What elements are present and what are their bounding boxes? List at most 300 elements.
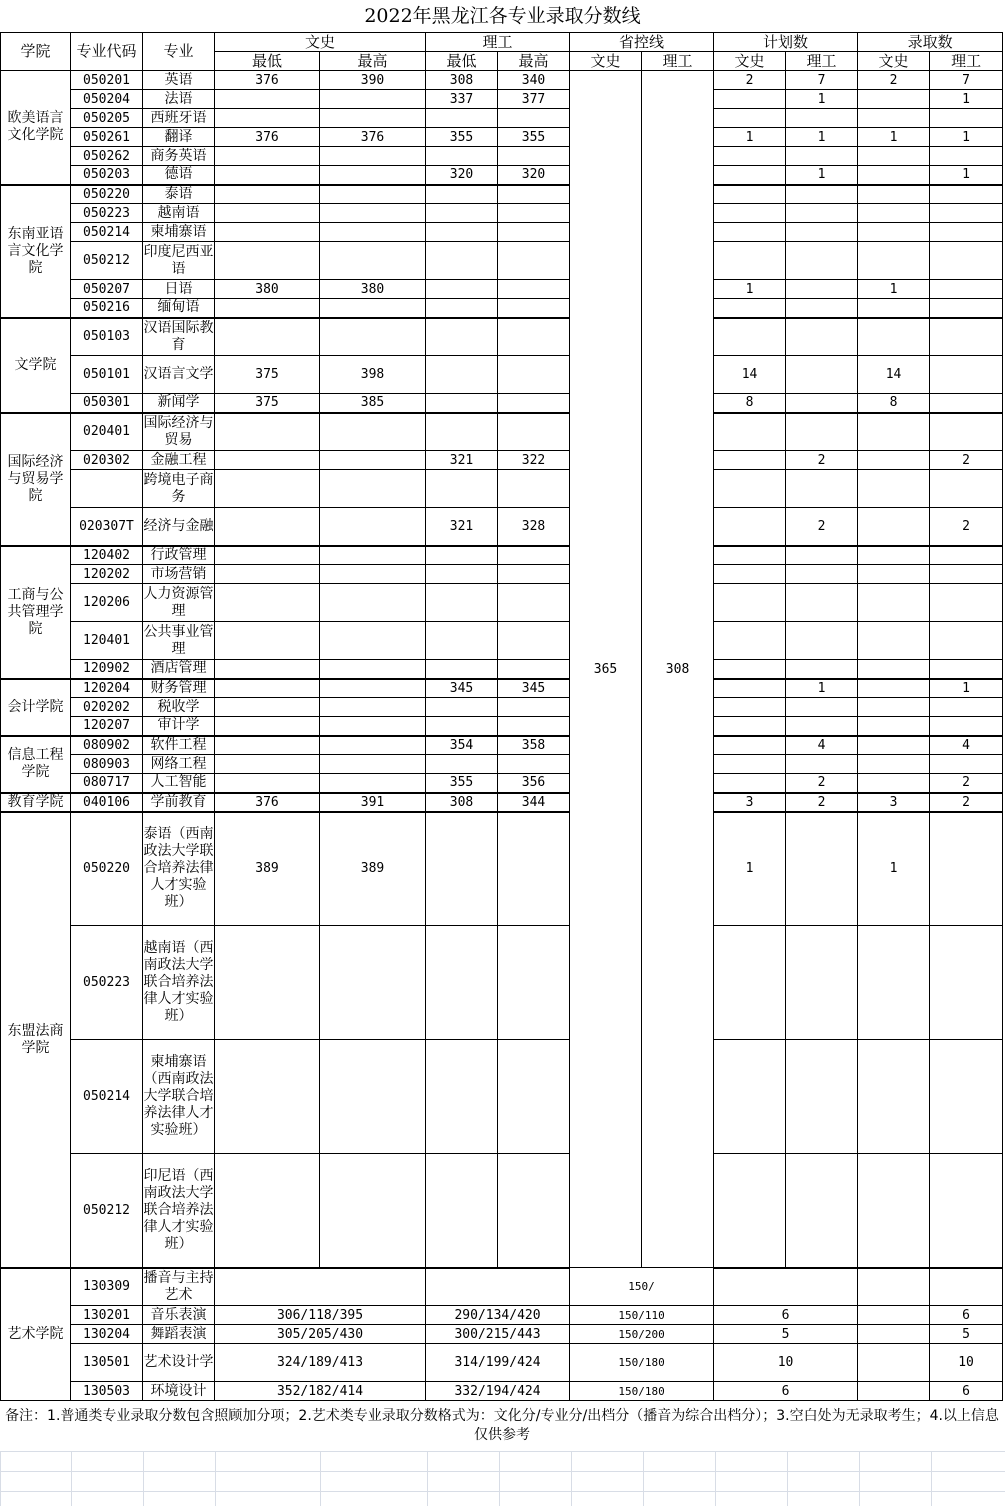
admit-count: 5 [930,1325,1003,1344]
table-row [1,394,1003,413]
major-name: 学前教育 [143,793,215,812]
wenshi-min-score [215,242,320,280]
plan-wen [714,717,786,736]
header-shengkong-li: 理工 [642,52,714,71]
wenshi-max-score: 385 [320,394,426,413]
table-row [1,299,1003,318]
major-name: 公共事业管理 [143,622,215,660]
plan-wen [714,204,786,223]
wenshi-max-score [320,242,426,280]
table-row [1,755,1003,774]
gridline [715,1451,716,1506]
plan-li: 1 [786,90,858,109]
wenshi-max-score: 389 [320,812,426,926]
major-code: 050214 [71,223,143,242]
ligong-min-score [426,394,498,413]
admit-wen [858,755,930,774]
major-name: 印度尼西亚语 [143,242,215,280]
header-luqu: 录取数 [858,33,1003,52]
ligong-min-score [426,660,498,679]
major-code: 050261 [71,128,143,147]
wenshi-max-score: 398 [320,356,426,394]
admit-li [930,318,1003,356]
plan-count [714,1268,858,1306]
table-row [1,1268,1003,1306]
plan-wen [714,508,786,546]
plan-wen [714,1040,786,1154]
plan-li [786,660,858,679]
gridline [643,1451,644,1506]
plan-li [786,755,858,774]
table-row [1,451,1003,470]
ligong-min-score [426,470,498,508]
ligong-max-score [498,812,570,926]
plan-li [786,546,858,565]
major-code: 130201 [71,1306,143,1325]
ligong-min-score [426,147,498,166]
table-row [1,166,1003,185]
ligong-max-score [498,1040,570,1154]
gridline [0,1451,1005,1452]
plan-wen [714,698,786,717]
plan-wen: 8 [714,394,786,413]
major-code: 120206 [71,584,143,622]
admit-wen [858,584,930,622]
college-name: 东盟法商学院 [1,812,71,1268]
plan-li: 2 [786,793,858,812]
admit-wen [858,109,930,128]
table-row [1,470,1003,508]
wenshi-max-score: 380 [320,280,426,299]
major-name: 经济与金融 [143,508,215,546]
plan-li [786,622,858,660]
major-name: 舞蹈表演 [143,1325,215,1344]
college-name: 艺术学院 [1,1268,71,1401]
admit-li: 1 [930,128,1003,147]
gridline [427,1451,428,1506]
admit-wen [858,451,930,470]
major-code: 050207 [71,280,143,299]
table-row [1,660,1003,679]
plan-li [786,1040,858,1154]
admit-li [930,223,1003,242]
ligong-min-score: 321 [426,451,498,470]
plan-wen [714,185,786,204]
major-name: 艺术设计学 [143,1344,215,1382]
major-code: 120202 [71,565,143,584]
admit-li [930,926,1003,1040]
ligong-score [426,1268,570,1306]
admit-li [930,1040,1003,1154]
plan-wen [714,166,786,185]
wenshi-max-score [320,584,426,622]
ligong-max-score [498,242,570,280]
admit-wen [858,717,930,736]
major-name: 国际经济与贸易 [143,413,215,451]
plan-count: 10 [714,1344,858,1382]
admit-li [930,717,1003,736]
plan-li: 1 [786,679,858,698]
ligong-min-score [426,926,498,1040]
wenshi-max-score: 391 [320,793,426,812]
gridline [571,1451,572,1506]
admit-li: 2 [930,451,1003,470]
plan-li [786,926,858,1040]
admit-wen [858,299,930,318]
major-name: 税收学 [143,698,215,717]
wenshi-max-score [320,926,426,1040]
header-luqu-li: 理工 [930,52,1003,71]
plan-wen [714,622,786,660]
ligong-score: 300/215/443 [426,1325,570,1344]
plan-wen [714,660,786,679]
admit-li [930,147,1003,166]
wenshi-min-score [215,584,320,622]
wenshi-min-score: 376 [215,793,320,812]
major-code: 050212 [71,242,143,280]
table-row [1,413,1003,451]
wenshi-max-score [320,204,426,223]
admit-li [930,812,1003,926]
table-row [1,1306,1003,1325]
wenshi-min-score [215,926,320,1040]
admit-wen [858,185,930,204]
college-name: 国际经济与贸易学院 [1,413,71,546]
wenshi-max-score [320,223,426,242]
plan-li [786,204,858,223]
admit-wen [858,413,930,451]
admit-wen: 1 [858,812,930,926]
province-line-li: 308 [642,71,714,1268]
blank-cell [858,1306,930,1325]
ligong-min-score: 354 [426,736,498,755]
wenshi-min-score [215,90,320,109]
plan-li [786,584,858,622]
wenshi-score: 305/205/430 [215,1325,426,1344]
ligong-min-score [426,717,498,736]
wenshi-min-score [215,698,320,717]
plan-wen: 3 [714,793,786,812]
admit-li [930,622,1003,660]
admit-wen [858,565,930,584]
wenshi-max-score [320,147,426,166]
wenshi-max-score [320,736,426,755]
blank-cell [858,1344,930,1382]
wenshi-max-score [320,774,426,793]
wenshi-score [215,1268,426,1306]
wenshi-min-score [215,717,320,736]
ligong-max-score: 377 [498,90,570,109]
ligong-min-score [426,565,498,584]
ligong-min-score [426,223,498,242]
major-name: 音乐表演 [143,1306,215,1325]
plan-wen: 14 [714,356,786,394]
plan-li: 2 [786,451,858,470]
ligong-min-score: 355 [426,774,498,793]
major-name: 环境设计 [143,1382,215,1401]
ligong-min-score [426,185,498,204]
blank-cell [858,1382,930,1401]
table-row [1,356,1003,394]
table-row [1,223,1003,242]
admit-li: 2 [930,774,1003,793]
plan-li [786,185,858,204]
wenshi-min-score [215,318,320,356]
wenshi-min-score [215,679,320,698]
wenshi-max-score [320,470,426,508]
plan-li [786,280,858,299]
wenshi-min-score: 389 [215,812,320,926]
wenshi-min-score [215,166,320,185]
college-name: 工商与公共管理学院 [1,546,71,679]
wenshi-max-score [320,660,426,679]
admit-wen [858,318,930,356]
table-row [1,204,1003,223]
ligong-min-score: 355 [426,128,498,147]
wenshi-min-score [215,1154,320,1268]
ligong-score: 314/199/424 [426,1344,570,1382]
major-name: 财务管理 [143,679,215,698]
admit-wen [858,546,930,565]
header-luqu-wen: 文史 [858,52,930,71]
wenshi-min-score [215,451,320,470]
ligong-min-score: 321 [426,508,498,546]
plan-count: 6 [714,1382,858,1401]
ligong-max-score [498,109,570,128]
plan-li [786,356,858,394]
table-row [1,242,1003,280]
gridline [0,1471,1005,1472]
admit-li [930,299,1003,318]
ligong-min-score [426,356,498,394]
admit-wen: 14 [858,356,930,394]
wenshi-max-score [320,546,426,565]
wenshi-max-score [320,508,426,546]
header-major: 专业 [143,33,215,71]
major-code: 050220 [71,812,143,926]
wenshi-min-score [215,470,320,508]
province-line-wen: 365 [570,71,642,1268]
header-ligong-min: 最低 [426,52,498,71]
major-name: 德语 [143,166,215,185]
plan-li [786,698,858,717]
header-wenshi: 文史 [215,33,426,52]
major-code: 040106 [71,793,143,812]
gridline [143,1451,144,1506]
plan-wen [714,413,786,451]
plan-li [786,717,858,736]
major-code: 120204 [71,679,143,698]
gridline [320,1451,321,1506]
plan-li [786,299,858,318]
major-code: 050214 [71,1040,143,1154]
plan-li: 7 [786,71,858,90]
plan-wen [714,318,786,356]
admit-wen: 2 [858,71,930,90]
admit-li [930,394,1003,413]
plan-li [786,812,858,926]
gridline [931,1451,932,1506]
wenshi-max-score [320,413,426,451]
ligong-min-score [426,204,498,223]
plan-li [786,470,858,508]
ligong-min-score: 345 [426,679,498,698]
plan-wen [714,679,786,698]
major-name: 柬埔寨语（西南政法大学联合培养法律人才实验班） [143,1040,215,1154]
plan-li [786,318,858,356]
admit-li: 1 [930,679,1003,698]
admit-li: 7 [930,71,1003,90]
plan-wen: 1 [714,812,786,926]
plan-li [786,223,858,242]
admit-wen [858,698,930,717]
major-name: 泰语（西南政法大学联合培养法律人才实验班） [143,812,215,926]
admit-wen [858,660,930,679]
major-code: 080902 [71,736,143,755]
admit-wen [858,679,930,698]
ligong-min-score [426,318,498,356]
admit-li [930,755,1003,774]
admit-wen [858,1154,930,1268]
plan-li [786,394,858,413]
plan-li [786,147,858,166]
admit-li [930,698,1003,717]
major-name: 金融工程 [143,451,215,470]
plan-wen [714,242,786,280]
plan-li [786,109,858,128]
ligong-min-score [426,1154,498,1268]
admit-li [930,660,1003,679]
wenshi-min-score [215,223,320,242]
ligong-max-score [498,147,570,166]
ligong-max-score [498,413,570,451]
major-name: 法语 [143,90,215,109]
major-code: 120401 [71,622,143,660]
admit-li [930,185,1003,204]
admit-li [930,470,1003,508]
major-code: 050223 [71,926,143,1040]
major-name: 行政管理 [143,546,215,565]
table-row [1,280,1003,299]
wenshi-max-score [320,166,426,185]
header-shengkong: 省控线 [570,33,714,52]
table-row [1,90,1003,109]
ligong-min-score: 308 [426,793,498,812]
major-name: 汉语言文学 [143,356,215,394]
major-name: 商务英语 [143,147,215,166]
table-row [1,1040,1003,1154]
wenshi-min-score [215,622,320,660]
table-row [1,1344,1003,1382]
plan-li: 1 [786,166,858,185]
plan-wen [714,299,786,318]
table-row [1,736,1003,755]
plan-wen: 1 [714,280,786,299]
ligong-max-score: 328 [498,508,570,546]
ligong-min-score [426,299,498,318]
wenshi-max-score [320,698,426,717]
blank-cell [858,1268,930,1306]
admit-wen [858,204,930,223]
admit-count: 6 [930,1306,1003,1325]
blank-cell [858,1325,930,1344]
table-row [1,717,1003,736]
wenshi-max-score [320,451,426,470]
ligong-min-score [426,546,498,565]
plan-li [786,413,858,451]
gridline [0,1451,1,1506]
major-code: 050101 [71,356,143,394]
gridline [71,1451,72,1506]
major-name: 越南语 [143,204,215,223]
wenshi-min-score: 375 [215,356,320,394]
plan-wen [714,755,786,774]
wenshi-min-score [215,774,320,793]
plan-wen [714,90,786,109]
admit-li: 1 [930,166,1003,185]
admit-count: 10 [930,1344,1003,1382]
wenshi-max-score [320,109,426,128]
header-college: 学院 [1,33,71,71]
major-code: 120402 [71,546,143,565]
college-name: 东南亚语言文化学院 [1,185,71,318]
major-name: 翻译 [143,128,215,147]
admit-li [930,242,1003,280]
ligong-min-score [426,755,498,774]
wenshi-min-score [215,109,320,128]
ligong-min-score [426,698,498,717]
college-name: 会计学院 [1,679,71,736]
ligong-max-score [498,755,570,774]
college-name: 教育学院 [1,793,71,812]
major-code: 130503 [71,1382,143,1401]
gridline [499,1451,500,1506]
ligong-min-score [426,812,498,926]
table-row [1,1154,1003,1268]
header-ligong: 理工 [426,33,570,52]
college-name: 文学院 [1,318,71,413]
admit-wen [858,147,930,166]
major-code: 050216 [71,299,143,318]
admit-wen: 1 [858,128,930,147]
major-name: 新闻学 [143,394,215,413]
admit-wen [858,508,930,546]
header-wenshi-max: 最高 [320,52,426,71]
ligong-max-score: 322 [498,451,570,470]
major-code: 050262 [71,147,143,166]
wenshi-min-score: 376 [215,71,320,90]
footnote: 备注：1.普通类专业录取分数包含照顾加分项；2.艺术类专业录取分数格式为：文化分/专业分/出档分（播音为综合出档分）；3.空白处为无录取考生；4.以上信息仅供参考 [5,1408,999,1443]
wenshi-max-score [320,565,426,584]
admit-li [930,204,1003,223]
wenshi-max-score [320,755,426,774]
admit-wen [858,774,930,793]
major-code: 050201 [71,71,143,90]
table-row [1,698,1003,717]
header-jihua: 计划数 [714,33,858,52]
major-code: 050301 [71,394,143,413]
major-code: 050204 [71,90,143,109]
ligong-min-score [426,622,498,660]
major-code: 020202 [71,698,143,717]
ligong-min-score [426,413,498,451]
plan-wen [714,565,786,584]
admit-li: 2 [930,793,1003,812]
header-code: 专业代码 [71,33,143,71]
wenshi-max-score [320,318,426,356]
ligong-max-score [498,584,570,622]
ligong-min-score [426,584,498,622]
